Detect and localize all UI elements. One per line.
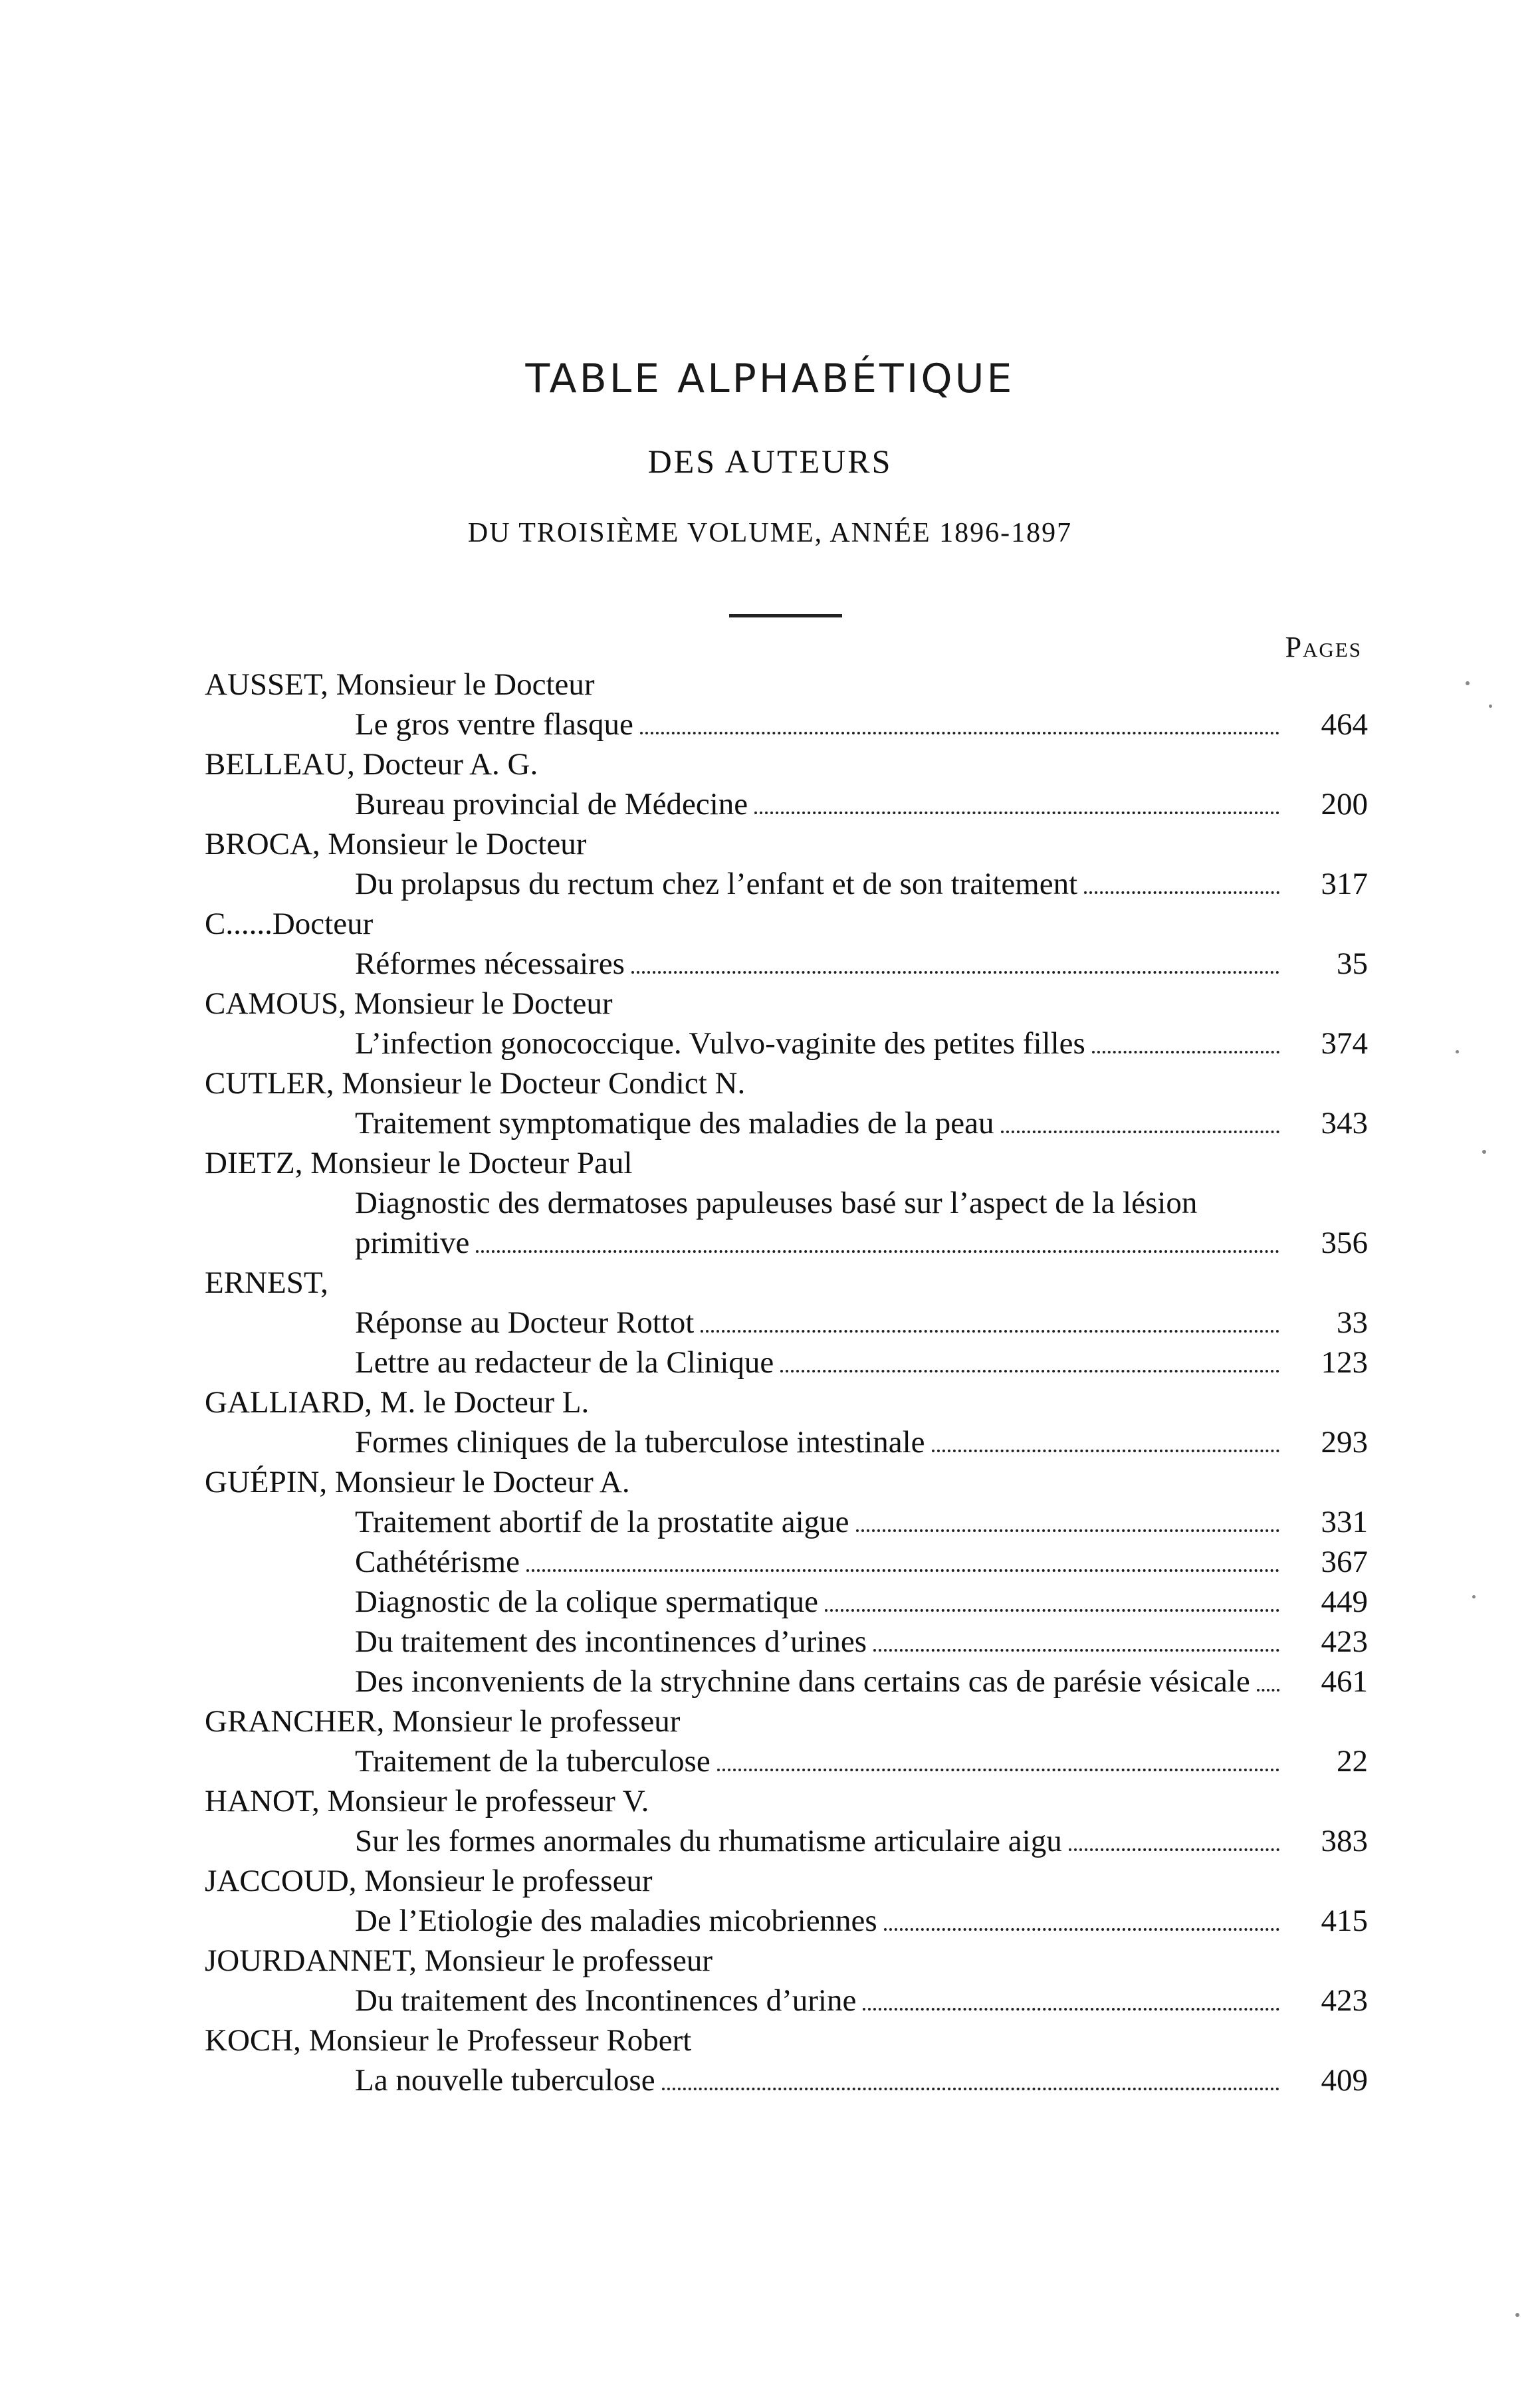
page-number: 423: [1321, 1624, 1368, 1659]
dot-leader: [1069, 1844, 1279, 1851]
scan-speck: [1456, 1050, 1459, 1053]
work-title: Diagnostic de la colique spermatique: [355, 1585, 818, 1619]
work-title: Du traitement des Incontinences d’urine: [355, 1983, 857, 2018]
page-number: 423: [1321, 1983, 1368, 2018]
author-name: CAMOUS, Monsieur le Docteur: [205, 986, 613, 1021]
author-name: JOURDANNET, Monsieur le professeur: [205, 1943, 713, 1978]
work-title: De l’Etiologie des maladies micobriennes: [355, 1904, 877, 1938]
scan-speck: [1482, 1150, 1486, 1154]
scan-speck: [1472, 1595, 1476, 1598]
author-name: GALLIARD, M. le Docteur L.: [205, 1385, 590, 1420]
author-name: BELLEAU, Docteur A. G.: [205, 747, 538, 782]
work-title: Diagnostic des dermatoses papuleuses basé sur l’aspect de la lésion primitive: [355, 1186, 1198, 1260]
work-entry: [355, 1024, 1368, 1063]
work-title-line: [355, 1981, 1368, 2021]
author-name: ERNEST,: [205, 1265, 328, 1300]
work-entry: [355, 1981, 1368, 2021]
work-title-line: [355, 1103, 1368, 1143]
work-entry: [355, 864, 1368, 904]
dot-leader: [932, 1446, 1279, 1452]
scan-speck: [1466, 681, 1470, 685]
page-number: 200: [1321, 787, 1368, 821]
page-number: 317: [1321, 867, 1368, 901]
dot-leader: [863, 2004, 1279, 2011]
work-entry: [355, 1901, 1368, 1941]
dot-leader: [825, 1605, 1279, 1612]
work-title-line: [355, 1343, 1368, 1382]
author-name: BROCA, Monsieur le Docteur: [205, 827, 587, 861]
work-title: Traitement symptomatique des maladies de la peau: [355, 1106, 994, 1141]
dot-leader: [1092, 1047, 1279, 1053]
work-title: Du traitement des incontinences d’urines: [355, 1624, 867, 1659]
work-entry: [355, 1303, 1368, 1343]
author-name: DIETZ, Monsieur le Docteur Paul: [205, 1146, 633, 1180]
author-name: GRANCHER, Monsieur le professeur: [205, 1704, 681, 1739]
volume-line: DU TROISIÈME VOLUME, ANNÉE 1896-1897: [467, 518, 1073, 548]
work-title: Traitement de la tuberculose: [355, 1744, 711, 1779]
author-name: CUTLER, Monsieur le Docteur Condict N.: [205, 1066, 746, 1101]
work-entry: [355, 1821, 1368, 1861]
work-title: Cathétérisme: [355, 1545, 520, 1579]
work-title-line: [355, 1303, 1368, 1343]
work-title-line: [355, 1901, 1368, 1941]
work-title: Réponse au Docteur Rottot: [355, 1305, 695, 1340]
author-index: [205, 665, 1368, 2100]
dot-leader: [1257, 1685, 1279, 1692]
pages-column-label: Pages: [1285, 631, 1362, 663]
work-title: L’infection gonococcique. Vulvo-vaginite des petites filles: [355, 1026, 1085, 1061]
work-title-line: [355, 1662, 1368, 1701]
work-entry: [355, 1582, 1368, 1622]
author-name: GUÉPIN, Monsieur le Docteur A.: [205, 1465, 630, 1499]
dot-leader: [476, 1246, 1279, 1253]
page-number: 449: [1321, 1585, 1368, 1619]
work-entry: [355, 1662, 1368, 1701]
work-entry: [355, 1103, 1368, 1143]
dot-leader: [701, 1326, 1279, 1333]
dot-leader: [1001, 1127, 1279, 1133]
work-title-line: [355, 1622, 1368, 1662]
scan-speck: [1515, 2313, 1519, 2317]
author-name: KOCH, Monsieur le Professeur Robert: [205, 2023, 692, 2058]
work-title-line: [355, 705, 1368, 744]
title-rule: [729, 614, 842, 617]
dot-leader: [631, 967, 1279, 974]
author-name: C......Docteur: [205, 907, 374, 941]
page-number: 374: [1321, 1026, 1368, 1061]
work-entry: [355, 1183, 1368, 1263]
work-title: Formes cliniques de la tuberculose intestinale: [355, 1425, 925, 1460]
page-number: 383: [1321, 1824, 1368, 1858]
work-title: La nouvelle tuberculose: [355, 2063, 655, 2098]
dot-leader: [717, 1765, 1279, 1771]
work-title-line: [355, 1024, 1368, 1063]
author-name: HANOT, Monsieur le professeur V.: [205, 1784, 649, 1818]
work-title: Traitement abortif de la prostatite aigue: [355, 1505, 849, 1539]
work-title: Lettre au redacteur de la Clinique: [355, 1345, 774, 1380]
page-subtitle: DES AUTEURS: [647, 443, 893, 480]
dot-leader: [856, 1525, 1279, 1532]
work-entry: [355, 1502, 1368, 1542]
work-entry: [355, 705, 1368, 744]
page-number: 409: [1321, 2063, 1368, 2098]
page-title: TABLE ALPHABÉTIQUE: [525, 356, 1015, 402]
page-number: 33: [1337, 1305, 1368, 1340]
dot-leader: [1084, 887, 1279, 894]
work-title-line: [355, 1422, 1368, 1462]
page-number: 343: [1321, 1106, 1368, 1141]
dot-leader: [780, 1366, 1279, 1372]
work-entry: [355, 1741, 1368, 1781]
work-title-line: [355, 1542, 1368, 1582]
work-entry: [355, 1343, 1368, 1382]
work-entry: [355, 1422, 1368, 1462]
work-title: Des inconvenients de la strychnine dans certains cas de parésie vésicale: [355, 1664, 1250, 1699]
work-title: Réformes nécessaires: [355, 946, 625, 981]
dot-leader: [640, 728, 1279, 734]
dot-leader: [662, 2084, 1279, 2090]
page-number: 356: [1321, 1226, 1368, 1260]
work-title-line: [355, 1183, 1368, 1263]
work-title: Sur les formes anormales du rhumatisme articulaire aigu: [355, 1824, 1062, 1858]
page-number: 461: [1321, 1664, 1368, 1699]
work-title: Bureau provincial de Médecine: [355, 787, 748, 821]
page-number: 123: [1321, 1345, 1368, 1380]
work-title-line: [355, 864, 1368, 904]
page-number: 415: [1321, 1904, 1368, 1938]
page-number: 464: [1321, 707, 1368, 742]
work-title: Le gros ventre flasque: [355, 707, 633, 742]
author-name: JACCOUD, Monsieur le professeur: [205, 1864, 653, 1898]
page-number: 293: [1321, 1425, 1368, 1460]
dot-leader: [754, 808, 1279, 814]
work-title: Du prolapsus du rectum chez l’enfant et de son traitement: [355, 867, 1078, 901]
work-title-line: [355, 2060, 1368, 2100]
work-title-line: [355, 1741, 1368, 1781]
dot-leader: [884, 1924, 1279, 1931]
dot-leader: [526, 1565, 1279, 1572]
work-entry: [355, 2060, 1368, 2100]
work-title-line: [355, 1821, 1368, 1861]
work-title-line: [355, 944, 1368, 984]
page-number: 35: [1337, 946, 1368, 981]
work-title-line: [355, 1502, 1368, 1542]
page-number: 331: [1321, 1505, 1368, 1539]
work-entry: [355, 784, 1368, 824]
author-name: AUSSET, Monsieur le Docteur: [205, 667, 595, 702]
scan-speck: [1489, 705, 1492, 708]
page-number: 22: [1337, 1744, 1368, 1779]
dot-leader: [873, 1645, 1279, 1652]
work-entry: [355, 944, 1368, 984]
work-entry: [355, 1542, 1368, 1582]
work-entry: [355, 1622, 1368, 1662]
page-number: 367: [1321, 1545, 1368, 1579]
work-title-line: [355, 784, 1368, 824]
work-title-line: [355, 1582, 1368, 1622]
